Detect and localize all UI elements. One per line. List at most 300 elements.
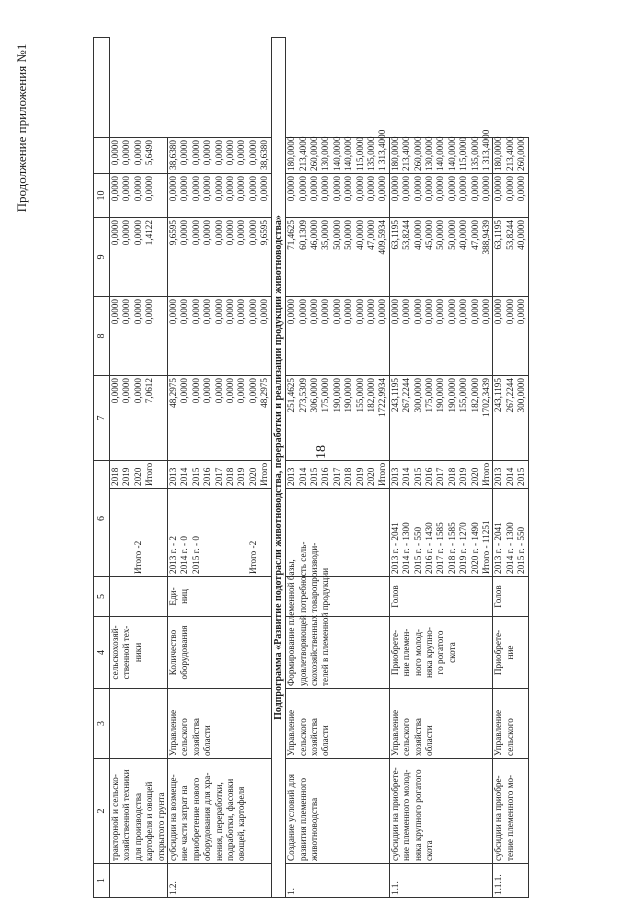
cell-line: 0,0000 [110, 299, 120, 325]
cell-line: го рогатого [435, 630, 446, 675]
cell-line: 2015 [412, 467, 423, 486]
cell-line: 0,0000 [297, 176, 308, 202]
cell-line: 0,0000 [144, 299, 155, 325]
cell-indicator [389, 617, 493, 689]
cell-indicator [110, 617, 168, 689]
cell-line: 2013 г. - 2041 [493, 522, 504, 574]
cell-line: 0,0000 [377, 299, 388, 325]
cell-line: 0,0000 [132, 378, 143, 404]
cell-line: Итого - 11251 [481, 520, 491, 574]
cell-line: 2015 г. - 0 [190, 536, 201, 574]
cell-line: 115,0000 [458, 136, 469, 171]
cell-line: 0,0000 [179, 140, 190, 166]
cell-line: открытого грунта [155, 792, 166, 861]
col-num-11 [94, 138, 110, 174]
cell-extra [168, 138, 272, 174]
cell-line: 2015 [516, 467, 527, 486]
col-num-8: 8 [94, 297, 110, 376]
cell-regional [286, 218, 390, 297]
cell-executor [389, 689, 493, 759]
cell-name [168, 759, 272, 864]
cell-extra [286, 129, 390, 174]
cell-line: 0,0000 [225, 176, 236, 202]
cell-line: телей в племенной продукции [320, 567, 331, 686]
cell-extra [389, 129, 493, 174]
cell-line: 0,0000 [213, 220, 224, 246]
cell-line [110, 579, 121, 614]
cell-line: 0,0000 [504, 176, 515, 202]
cell-line: 130,0000 [423, 136, 434, 171]
cell-line: 47,0000 [469, 220, 480, 250]
cell-years [168, 461, 272, 489]
cell-line: субсидии на приобрете- [389, 767, 400, 861]
cell-line: 2014 [179, 467, 190, 486]
cell-line: Итого [144, 462, 155, 486]
cell-line: 140,0000 [446, 136, 457, 171]
cell-line: ниц [179, 589, 190, 604]
cell-line: 0,0000 [202, 176, 213, 202]
cell-line: сельского [401, 718, 412, 756]
cell-line: ники [132, 642, 143, 663]
cell-line: хозяйства [190, 718, 201, 756]
col-num-7: 7 [94, 376, 110, 461]
cell-line: 0,0000 [516, 176, 527, 202]
cell-line: 213,4000 [504, 136, 515, 171]
cell-line: 0,0000 [481, 176, 491, 202]
cell-line: 0,0000 [354, 299, 365, 325]
cell-line: ние племен- [401, 628, 412, 677]
cell-line: 0,0000 [110, 378, 120, 404]
cell-line: 0,0000 [168, 299, 179, 325]
cell-years [110, 461, 168, 489]
cell-line: 0,0000 [132, 299, 143, 325]
cell-line: 0,0000 [121, 220, 132, 246]
cell-line: 0,0000 [308, 299, 319, 325]
cell-executor [110, 689, 168, 759]
cell-line: ние племенного молод- [401, 769, 412, 861]
cell-line: субсидии на приобре- [493, 775, 504, 861]
cell-extra [493, 138, 528, 174]
cell-line: 267,2244 [401, 378, 412, 413]
cell-line: 0,0000 [132, 220, 143, 246]
cell-line: тракторной и сельско- [110, 774, 120, 861]
cell-line: 0,0000 [121, 140, 132, 166]
cell-line: 63,1195 [493, 220, 504, 250]
cell-line: субсидии на возмеще- [168, 774, 179, 861]
cell-line: Количество [168, 629, 179, 676]
cell-line: 0,0000 [297, 299, 308, 325]
cell-line: 0,0000 [365, 299, 376, 325]
cell-line: 50,0000 [343, 220, 354, 250]
cell-line: ного молод- [412, 629, 423, 676]
cell-regional [168, 218, 272, 297]
cell-regional [110, 218, 168, 297]
cell-line: 273,5309 [297, 378, 308, 413]
cell-line: 2013 [493, 467, 504, 486]
cell-number [493, 864, 528, 898]
cell-line: 0,0000 [179, 176, 190, 202]
cell-line: 2013 [286, 467, 297, 486]
cell-line: няка крупно- [423, 627, 434, 678]
cell-line [202, 491, 213, 574]
cell-line: 1 313,4000 [377, 129, 388, 171]
cell-line: 0,0000 [320, 299, 331, 325]
cell-plan [389, 489, 493, 577]
cell-line: развития племенного [297, 777, 308, 861]
cell-plan [168, 489, 272, 577]
cell-line [110, 866, 121, 895]
cell-plan [493, 489, 528, 577]
cell-line: 1702,3439 [481, 378, 491, 418]
cell-number [389, 864, 493, 898]
cell-line: 0,0000 [412, 299, 423, 325]
cell-line: 47,0000 [365, 220, 376, 250]
cell-line: Приобрете- [493, 629, 504, 676]
cell-line: 213,4000 [297, 136, 308, 171]
cell-total [168, 376, 272, 461]
cell-line: Итого -2 [247, 540, 258, 574]
cell-line: 0,0000 [446, 176, 457, 202]
cell-line [236, 491, 247, 574]
cell-line: 63,1195 [389, 220, 400, 250]
cell-line: 0,0000 [469, 176, 480, 202]
cell-line: 2019 [354, 467, 365, 486]
cell-line: скота [423, 840, 434, 861]
cell-line: 9,6595 [168, 220, 179, 246]
cell-line: 1.1.1. [493, 874, 504, 895]
cell-line: 251,4625 [286, 378, 297, 413]
continuation-label: Продолжение приложения №1 [14, 43, 29, 213]
cell-line: Управление [286, 709, 297, 756]
cell-line: 0,0000 [435, 299, 446, 325]
cell-line: 135,0000 [365, 136, 376, 171]
cell-number [168, 864, 272, 898]
cell-line: 409,5934 [377, 220, 388, 255]
cell-line: Итого [481, 462, 491, 486]
cell-line: 2014 г. - 1300 [504, 522, 515, 574]
cell-line: 0,0000 [179, 220, 190, 246]
cell-line: 2017 [331, 467, 342, 486]
table-row [168, 38, 272, 898]
cell-line: Управление [493, 709, 504, 756]
col-num-4: 4 [94, 617, 110, 689]
col-num-6: 6 [94, 461, 110, 577]
cell-line: 140,0000 [331, 136, 342, 171]
cell-line: подработки, фасовки [225, 778, 236, 861]
col-num-1: 1 [94, 864, 110, 898]
cell-unit [110, 577, 168, 617]
cell-line: 53,8244 [401, 220, 412, 250]
cell-line: 0,0000 [286, 299, 297, 325]
table-row [286, 38, 390, 898]
cell-line: 0,0000 [469, 299, 480, 325]
cell-line: области [320, 725, 331, 756]
cell-line: 0,0000 [190, 299, 201, 325]
cell-line: 0,0000 [132, 140, 143, 166]
cell-line: Формирование племенной базы, [286, 559, 297, 686]
cell-line: оборудования [179, 625, 190, 680]
col-num-10: 10 [94, 174, 110, 218]
cell-line: 48,2975 [259, 378, 270, 408]
cell-years [493, 461, 528, 489]
cell-line: 0,0000 [247, 176, 258, 202]
subprogram-title: Подпрограмма «Развитие подотрасли животноводства, переработки и реализации продукции животноводства» [271, 38, 285, 898]
col-num-2: 2 [94, 759, 110, 864]
cell-line: 140,0000 [343, 136, 354, 171]
cell-line: 40,0000 [516, 220, 527, 250]
cell-line: сельскохозяй- [110, 625, 120, 680]
cell-line: 0,0000 [365, 176, 376, 202]
cell-line: 0,0000 [259, 299, 270, 325]
cell-local [168, 174, 272, 218]
cell-line: 40,0000 [458, 220, 469, 250]
cell-line: 0,0000 [423, 176, 434, 202]
cell-line: 0,0000 [343, 176, 354, 202]
cell-line: 2014 г. - 0 [179, 536, 190, 574]
cell-local [389, 174, 493, 218]
cell-line: 0,0000 [236, 220, 247, 246]
cell-line: 50,0000 [446, 220, 457, 250]
cell-line: 0,0000 [308, 176, 319, 202]
cell-line: 46,0000 [308, 220, 319, 250]
cell-line: 1722,9934 [377, 378, 388, 418]
cell-line: нения, переработки, [213, 782, 224, 861]
cell-total [493, 376, 528, 461]
cell-line: 0,0000 [110, 220, 120, 246]
cell-line: 0,0000 [247, 378, 258, 404]
cell-federal [286, 297, 390, 376]
cell-line: 0,0000 [516, 299, 527, 325]
cell-regional [389, 218, 493, 297]
cell-line: 243,1195 [493, 378, 504, 413]
cell-line: 0,0000 [331, 176, 342, 202]
cell-line: 7,0612 [144, 378, 155, 404]
subprogram-row [271, 38, 285, 898]
cell-line: 0,0000 [389, 299, 400, 325]
cell-line: 2014 [504, 467, 515, 486]
cell-line: 38,6380 [259, 140, 270, 170]
cell-line: скохозяйственных товаропроизводи- [308, 542, 319, 686]
cell-line: 0,0000 [225, 220, 236, 246]
cell-line: 2015 [190, 467, 201, 486]
cell-line: 0,0000 [481, 299, 491, 325]
cell-line: няка крупного рогатого [412, 769, 423, 861]
cell-line: 0,0000 [179, 378, 190, 404]
cell-line: 2017 г. - 1585 [435, 522, 446, 574]
cell-line: для производства [132, 792, 143, 861]
cell-line: 130,0000 [320, 136, 331, 171]
cell-line: оборудования для хра- [202, 772, 213, 861]
cell-line: 0,0000 [354, 176, 365, 202]
cell-line: 0,0000 [202, 220, 213, 246]
cell-line: 0,0000 [225, 378, 236, 404]
cell-line: 190,0000 [435, 378, 446, 413]
cell-line: Создание условий для [286, 774, 297, 861]
cell-line: 0,0000 [504, 299, 515, 325]
cell-line: 180,0000 [493, 136, 504, 171]
cell-line: 0,0000 [236, 140, 247, 166]
program-table [93, 37, 529, 898]
cell-line: 0,0000 [202, 378, 213, 404]
col-num-9: 9 [94, 218, 110, 297]
cell-line: 0,0000 [412, 176, 423, 202]
cell-number [110, 864, 168, 898]
cell-line: 2014 [297, 467, 308, 486]
cell-line: 50,0000 [435, 220, 446, 250]
cell-line: 2020 [365, 467, 376, 486]
cell-line: 0,0000 [286, 176, 297, 202]
cell-line: 2013 г. - 2041 [389, 522, 400, 574]
cell-line: 2018 [110, 467, 120, 486]
cell-line: 0,0000 [389, 176, 400, 202]
cell-line: сельского [179, 718, 190, 756]
cell-line: 0,0000 [190, 140, 201, 166]
cell-federal [168, 297, 272, 376]
table-row [493, 38, 528, 898]
cell-line: 0,0000 [236, 378, 247, 404]
cell-line: 0,0000 [121, 176, 132, 202]
cell-line [214, 491, 225, 574]
cell-line [225, 491, 236, 574]
cell-line: 0,0000 [190, 378, 201, 404]
cell-line: 140,0000 [435, 136, 446, 171]
cell-line: 2016 г. - 1430 [423, 522, 434, 574]
cell-line: ние части затрат на [179, 785, 190, 861]
cell-line: 2020 г. - 1490 [469, 522, 480, 574]
cell-line: 260,0000 [412, 136, 423, 171]
cell-line [110, 691, 121, 756]
cell-line: 0,0000 [213, 378, 224, 404]
cell-total [110, 376, 168, 461]
cell-line: Итого [259, 462, 270, 486]
cell-line: 0,0000 [213, 299, 224, 325]
cell-line [110, 491, 121, 574]
cell-line: сельского [504, 718, 515, 756]
cell-line: 0,0000 [247, 140, 258, 166]
cell-line: 190,0000 [446, 378, 457, 413]
cell-name [493, 759, 528, 864]
cell-line: 0,0000 [343, 299, 354, 325]
cell-line: сельского [297, 718, 308, 756]
cell-line: 2016 [423, 467, 434, 486]
cell-line: 0,0000 [144, 176, 155, 202]
cell-total [286, 376, 390, 461]
cell-line: Управление [168, 709, 179, 756]
cell-line: 0,0000 [247, 299, 258, 325]
cell-line: 2019 [236, 467, 247, 486]
cell-line: 2015 [308, 467, 319, 486]
cell-line: 35,0000 [320, 220, 331, 250]
cell-local [286, 174, 390, 218]
cell-name [286, 759, 390, 864]
cell-line: 0,0000 [190, 220, 201, 246]
cell-unit [168, 577, 272, 617]
cell-unit [389, 577, 493, 617]
cell-line: 2018 [343, 467, 354, 486]
table-row [389, 38, 493, 898]
cell-line: 2014 г. - 1300 [401, 522, 412, 574]
cell-line: 300,0000 [516, 378, 527, 413]
cell-line: тение племенного мо- [504, 774, 515, 861]
cell-line: 40,0000 [354, 220, 365, 250]
cell-line: 2016 [320, 467, 331, 486]
cell-years [286, 461, 390, 489]
cell-years [389, 461, 493, 489]
cell-line: 0,0000 [121, 378, 132, 404]
cell-line: 5,6490 [144, 140, 155, 166]
cell-line: 190,0000 [343, 378, 354, 413]
cell-line: 0,0000 [132, 176, 143, 202]
page-number: 18 [314, 445, 329, 459]
cell-line: 2019 [458, 467, 469, 486]
cell-line: 0,0000 [236, 176, 247, 202]
cell-line: Приобрете- [389, 629, 400, 676]
cell-line: 0,0000 [331, 299, 342, 325]
cell-line: 2020 [469, 467, 480, 486]
cell-line: приобретение нового [190, 777, 201, 861]
cell-line: 0,0000 [401, 176, 412, 202]
col-num-5: 5 [94, 577, 110, 617]
cell-line: 2018 г. - 1585 [446, 522, 457, 574]
cell-line: 40,0000 [412, 220, 423, 250]
cell-line: 0,0000 [225, 140, 236, 166]
cell-line: 0,0000 [247, 220, 258, 246]
cell-extra [110, 138, 168, 174]
cell-line: 180,0000 [389, 136, 400, 171]
cell-line: 115,0000 [354, 136, 365, 171]
cell-indicator [493, 617, 528, 689]
cell-line: 243,1195 [389, 378, 400, 413]
cell-line: овощей, картофеля [236, 786, 247, 861]
cell-number [286, 864, 390, 898]
cell-line: 135,0000 [469, 136, 480, 171]
cell-line: 2013 г. - 2 [168, 536, 179, 574]
cell-line: 48,2975 [168, 378, 179, 408]
cell-line: 0,0000 [225, 299, 236, 325]
cell-line: Итого -2 [132, 540, 143, 574]
cell-line: 2019 г. - 1270 [458, 522, 469, 574]
cell-line: 2019 [121, 467, 132, 486]
cell-line: 0,0000 [213, 140, 224, 166]
cell-line: 2017 [213, 467, 224, 486]
cell-line: 190,0000 [331, 378, 342, 413]
col-num-3: 3 [94, 689, 110, 759]
cell-line: 175,0000 [320, 378, 331, 413]
cell-plan [110, 489, 168, 577]
cell-line: животноводства [308, 797, 319, 861]
cell-line: 2013 [168, 467, 179, 486]
cell-line: ние [504, 645, 515, 660]
cell-line: 182,0000 [469, 378, 480, 413]
cell-line: 260,0000 [308, 136, 319, 171]
cell-indicator [168, 617, 272, 689]
cell-line: 0,0000 [168, 176, 179, 202]
cell-executor [168, 689, 272, 759]
cell-line: хозяйственной техники [121, 769, 132, 861]
rotated-table-area [93, 38, 618, 898]
cell-line: 2013 [389, 467, 400, 486]
cell-line: 0,0000 [401, 299, 412, 325]
cell-line: ственной тех- [121, 625, 132, 680]
cell-line: 2015 г. - 550 [516, 526, 527, 574]
cell-line: Итого [377, 462, 388, 486]
cell-line: 306,0000 [308, 378, 319, 413]
cell-line: 9,6595 [259, 220, 270, 246]
cell-line: 182,0000 [365, 378, 376, 413]
cell-line: Управление [389, 709, 400, 756]
cell-line: 1,4122 [144, 220, 155, 246]
cell-line: 38,6380 [168, 140, 179, 170]
